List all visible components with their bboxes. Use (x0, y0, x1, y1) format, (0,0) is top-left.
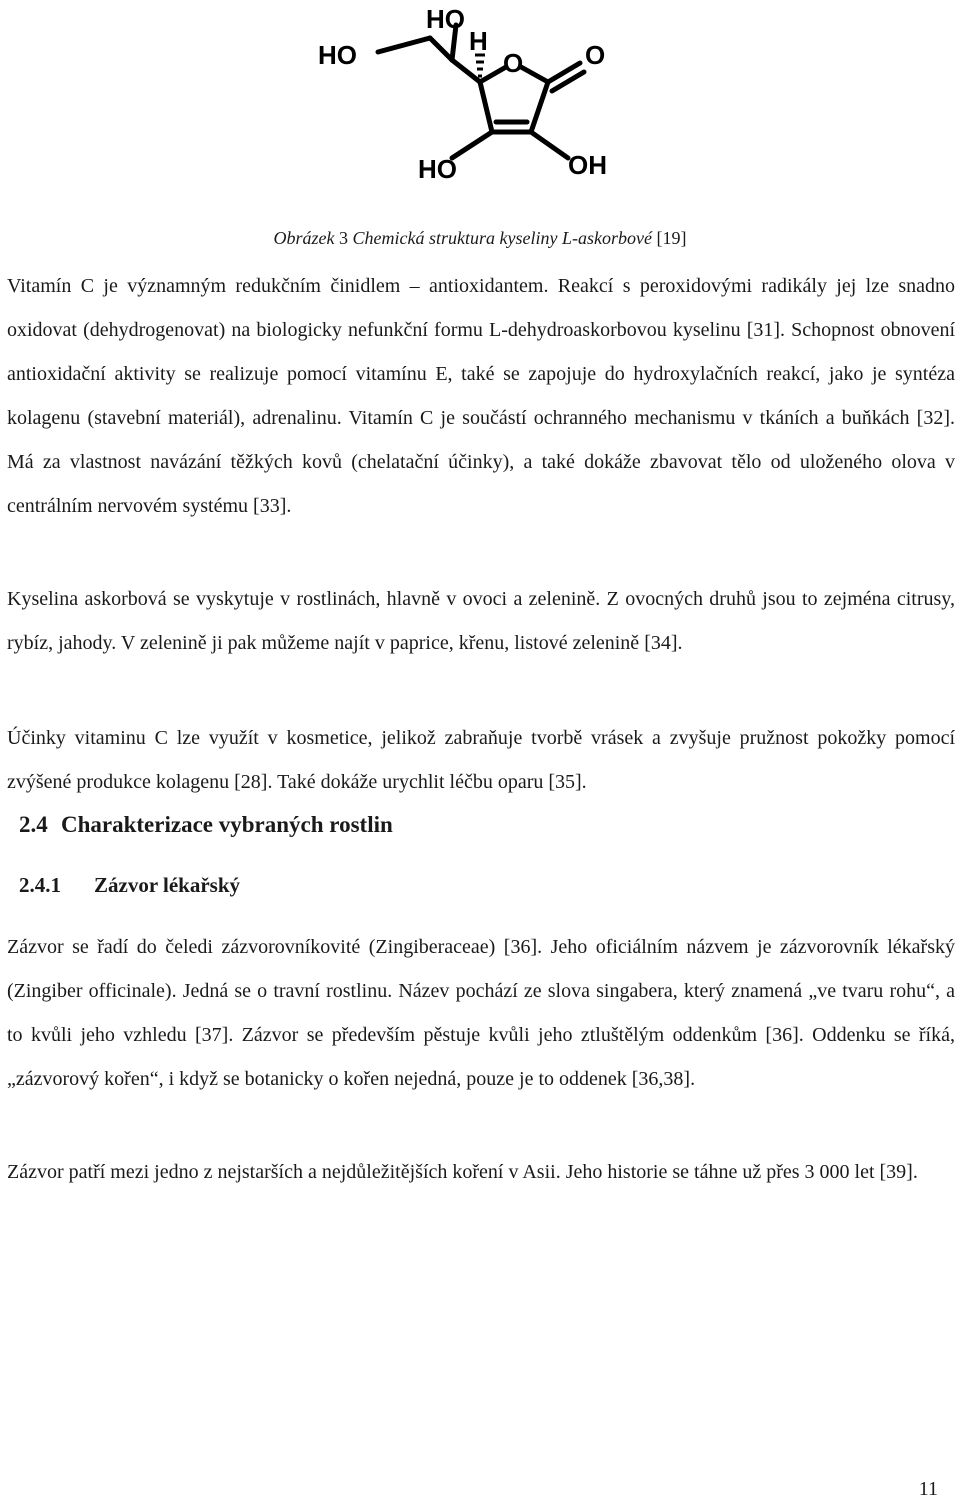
atom-label-ring-o: O (503, 48, 524, 78)
caption-number: 3 (339, 228, 349, 248)
caption-prefix: Obrázek (273, 228, 335, 248)
section-title: Charakterizace vybraných rostlin (61, 812, 393, 837)
bond-c4-c5 (452, 60, 480, 82)
atom-label-top-ho: HO (426, 4, 465, 34)
ascorbic-acid-structure-figure (280, 0, 680, 200)
atom-label-h: H (469, 26, 488, 56)
subsection-number: 2.4.1 (19, 873, 61, 897)
bond-c3-c4 (480, 82, 492, 132)
page-number: 11 (918, 1478, 938, 1500)
bond-c5-c6 (430, 38, 452, 60)
bond-o1-c1 (521, 67, 548, 82)
section-number: 2.4 (19, 812, 48, 837)
subsection-heading (19, 873, 240, 898)
bond-c6-oh (378, 38, 430, 52)
paragraph-vitamin-c-sources: Kyselina askorbová se vyskytuje v rostlinách, hlavně v ovoci a zelenině. Z ovocných druhů jsou to zejména citrusy, rybíz, jahody. V zelenině ji pak můžeme najít v paprice, křenu, listové zelenině [34]. (7, 588, 955, 654)
atom-label-left-ho: HO (318, 40, 357, 70)
hashed-wedge-c4-h (475, 55, 485, 76)
caption-text: Chemická struktura kyseliny L-askorbové (352, 228, 652, 248)
chemical-structure-diagram (280, 0, 680, 200)
paragraph-vitamin-c-cosmetics: Účinky vitaminu C lze využít v kosmetice, jelikož zabraňuje tvorbě vrásek a zvyšuje pružnost pokožky pomocí zvýšené produkce kolagenu [28]. Také dokáže urychlit léčbu oparu [35]. (7, 727, 955, 793)
figure-caption (0, 228, 960, 249)
atom-label-bottom-oh: OH (568, 150, 607, 180)
paragraph-ginger-description: Zázvor se řadí do čeledi zázvorovníkovité (Zingiberaceae) [36]. Jeho oficiálním názvem je zázvorovník lékařský (Zingiber officinale). Jedná se o travní rostlinu. Název pochází ze slova singabera, který znamená „ve tvaru rohu“, a to kvůli jeho vzhledu [37]. Zázvor se především pěstuje kvůli jeho ztluštělým oddenkům [36]. Oddenku se říká, „zázvorový kořen“, i když se botanicky o kořen nejedná, pouze je to oddenek [36,38]. (7, 936, 955, 1090)
atom-label-carbonyl-o: O (585, 40, 606, 70)
subsection-title: Zázvor lékařský (94, 873, 241, 897)
bond-c1-c2 (531, 82, 548, 132)
paragraph-ginger-history: Zázvor patří mezi jedno z nejstarších a nejdůležitějších koření v Asii. Jeho historie se táhne už přes 3 000 let [39]. (7, 1161, 918, 1183)
paragraph-vitamin-c-antioxidant: Vitamín C je významným redukčním činidlem – antioxidantem. Reakcí s peroxidovými radikály jej lze snadno oxidovat (dehydrogenovat) na biologicky nefunkční formu L-dehydroaskorbovou kyselinu [31]. Schopnost obnovení antioxidační aktivity se realizuje pomocí vitamínu E, také se zapojuje do hydroxylačních reakcí, jako je syntéza kolagenu (stavební materiál), adrenalinu. Vitamín C je součástí ochranného mechanismu v tkáních a buňkách [32]. Má za vlastnost navázání těžkých kovů (chelatační účinky), a také dokáže zbavovat tělo od uloženého olova v centrálním nervovém systému [33]. (7, 275, 955, 517)
atom-label-bottom-ho: HO (418, 154, 457, 184)
bond-c2-oh (531, 132, 568, 158)
caption-reference: [19] (656, 228, 687, 248)
bond-c3-oh (452, 132, 492, 158)
section-heading (19, 812, 393, 838)
